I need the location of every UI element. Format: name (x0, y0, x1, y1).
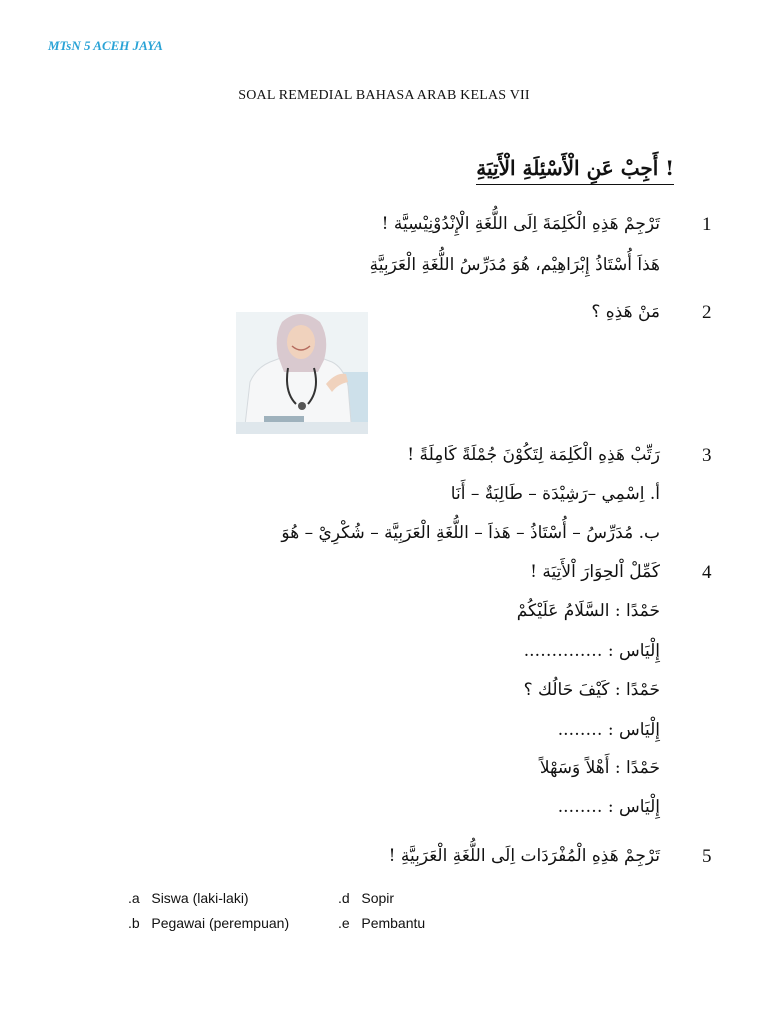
dialog-line: إِلْيَاس : …….. (557, 720, 660, 740)
question-2-prompt: مَنْ هَذِهِ ؟ (591, 302, 660, 322)
dialog-line: إِلْيَاس : ………….. (523, 641, 660, 661)
question-3-item-b: ب. مُدَرِّسُ – أُسْتَاذُ – هَذاَ – اللُّغَةِ الْعَرَبِيَّة – شُكْرِيْ – هُوَ (281, 523, 660, 543)
question-5-number: 5 (702, 846, 712, 867)
document-title: SOAL REMEDIAL BAHASA ARAB KELAS VII (238, 88, 530, 103)
question-3-prompt: رَتِّبْ هَذِهِ الْكَلِمَة لِتَكُوْنَ جُمْلَةً كَامِلَةً ! (407, 445, 660, 465)
question-1-prompt: تَرْجِمْ هَذِهِ الْكَلِمَةَ اِلَى اللُّغَةِ الْإِنْدُوْنِيْسِيَّة ! (381, 214, 660, 234)
dialog-line: حَمْدًا : كَيْفَ حَالُك ؟ (523, 680, 660, 700)
question-3-number: 3 (702, 445, 712, 466)
question-3-item-a: أ. اِسْمِي –رَشِيْدَة – طَالِبَةٌ – أَنَا (450, 484, 660, 504)
instruction-heading: ! أَجِبْ عَنِ الْأَسْئِلَةِ الْأَتِيَةِ (476, 156, 674, 185)
option-letter: .d (338, 890, 350, 906)
option-text: Pembantu (361, 915, 426, 931)
option-letter: .b (128, 915, 140, 931)
dialog-line: حَمْدًا : السَّلَامُ عَلَيْكُمْ (516, 601, 660, 621)
female-doctor-photo (236, 312, 368, 434)
question-4-number: 4 (702, 562, 712, 583)
option-a (128, 890, 249, 906)
dialog-line: حَمْدًا : أَهْلاً وَسَهْلاً (539, 758, 660, 778)
question-5-prompt: تَرْجِمْ هَذِهِ الْمُفْرَدَات اِلَى اللُّغَةِ الْعَرَبِيَّةِ ! (388, 846, 660, 866)
option-e (338, 915, 425, 931)
option-letter: .a (128, 890, 140, 906)
school-name: MTsN 5 ACEH JAYA (48, 38, 163, 53)
option-text: Siswa (laki-laki) (151, 890, 249, 906)
question-1-sentence: هَذاَ أُسْتَاذُ إِبْرَاهِيْم، هُوَ مُدَرِّسُ اللُّغَةِ الْعَرَبِيَّةِ (369, 255, 660, 275)
question-1-number: 1 (702, 214, 712, 235)
option-d (338, 890, 394, 906)
option-text: Sopir (361, 890, 395, 906)
option-b (128, 915, 289, 931)
question-2-number: 2 (702, 302, 712, 323)
dialog-line: إِلْيَاس : …….. (557, 797, 660, 817)
question-4-prompt: كَمِّلْ اْلحِوَارَ اْلأَتِيَة ! (530, 562, 660, 582)
option-letter: .e (338, 915, 350, 931)
option-text: Pegawai (perempuan) (151, 915, 290, 931)
